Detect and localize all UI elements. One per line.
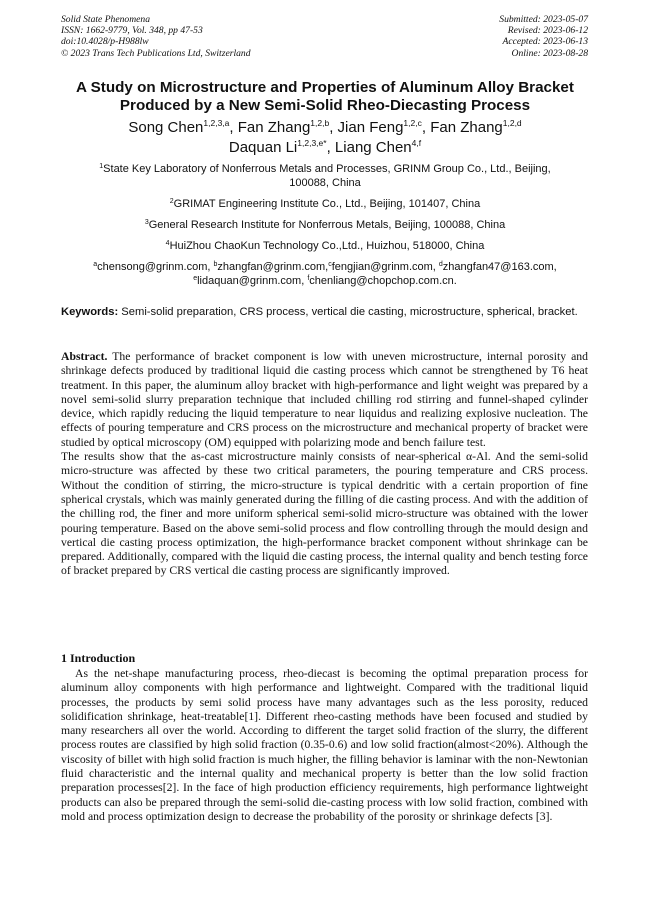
author-name: Jian Feng bbox=[337, 119, 404, 136]
affiliation-sup: 3 bbox=[144, 219, 149, 226]
keywords-text: Semi-solid preparation, CRS process, vertical die casting, microstructure, spherical, bracket. bbox=[118, 306, 578, 318]
abstract bbox=[61, 350, 588, 579]
affiliation-sup: 2 bbox=[169, 198, 174, 205]
journal-header bbox=[61, 14, 251, 59]
affiliation-text: State Key Laboratory of Nonferrous Metals and Processes, GRINM Group Co., Ltd., Beijing, 100088, China bbox=[103, 163, 551, 189]
affiliation-text: GRIMAT Engineering Institute Co., Ltd., Beijing, 101407, China bbox=[173, 198, 481, 210]
revised-date: Revised: 2023-06-12 bbox=[507, 25, 588, 37]
issn-line: ISSN: 1662-9779, Vol. 348, pp 47-53 bbox=[61, 25, 203, 37]
dates-header bbox=[499, 14, 588, 59]
author-name: Fan Zhang bbox=[430, 119, 503, 136]
email-address[interactable]: fengjian@grinm.com, bbox=[331, 261, 439, 273]
email-address[interactable]: chensong@grinm.com, bbox=[97, 261, 214, 273]
affiliation-text: HuiZhou ChaoKun Technology Co.,Ltd., Huizhou, 518000, China bbox=[169, 240, 485, 252]
affiliation-1 bbox=[40, 163, 610, 190]
affiliation-2 bbox=[40, 198, 610, 212]
email-address[interactable]: zhangfan47@163.com, bbox=[442, 261, 557, 273]
author-name: Song Chen bbox=[128, 119, 204, 136]
title-line-2: Produced by a New Semi-Solid Rheo-Diecasting Process bbox=[119, 96, 531, 114]
email-address[interactable]: lidaquan@grinm.com, bbox=[197, 274, 308, 287]
keywords bbox=[61, 306, 588, 320]
author-sup: 1,2,c bbox=[403, 118, 422, 128]
abstract-label: Abstract. bbox=[61, 350, 108, 363]
affiliation-text: General Research Institute for Nonferrous Metals, Beijing, 100088, China bbox=[148, 219, 506, 231]
affiliation-sup: 1 bbox=[99, 163, 104, 170]
author-sup: 1,2,d bbox=[502, 118, 522, 128]
author-name: Fan Zhang bbox=[237, 119, 311, 136]
journal-name: Solid State Phenomena bbox=[61, 14, 150, 25]
introduction-paragraph: As the net-shape manufacturing process, rheo-diecast is becoming the optimal preparation process for aluminum alloy components with high performance and lightweight. Compared with the traditional liquid processes, the products by semi solid process have many advantages such as the less porosity, reduced solidification shrinkage, heat-treatable[1]. Different rheo-casting methods have been focused and studied by many researchers all over the world. According to different the target solid fraction of the slurry, the different process routes are classified by high solid fraction (0.35-0.6) and low solid fraction(almost<20%). Although the viscosity of billet with high solid fraction is much higher, the filling behavior is laminar with the non-Newtonian fluid characteristic and the internal quality and mechanical property is better than the low solid fraction preparation processes[2]. In the face of high production efficiency requirements, high performance lightweight products can also be prepared through the semi-solid die-casting process with low solid fraction, combined with mold and process optimization design to decrease the probability of the porosity or shrinkage defects [3]. bbox=[61, 667, 588, 823]
author-sup: 1,2,3,e* bbox=[297, 137, 327, 148]
keywords-label: Keywords: bbox=[61, 306, 119, 318]
abstract-paragraph-1 bbox=[61, 350, 588, 450]
email-sup: d bbox=[438, 261, 443, 268]
section-heading: 1 Introduction bbox=[61, 651, 136, 665]
affiliation-4 bbox=[40, 240, 610, 254]
abstract-text: The performance of bracket component is low with uneven microstructure, internal porosity and shrinkage defects produced by traditional liquid die casting process which cannot be strengthened by T6 heat treatment. In this paper, the aluminum alloy bracket with high-performance and light weight was prepared by a novel semi-solid slurry preparation technique that included chilling rod stirring and funnel-shaped cylinder device, which rapidly reducing the liquid temperature to near liquidus and realizing explosive nucleation. The effects of pouring temperature and CRS process on the microstructure and mechanical property of bracket were studied by optical microscopy (OM) equipped with polarizing mode and bench failure test. bbox=[61, 350, 588, 449]
email-sup: b bbox=[213, 261, 218, 268]
email-sup: a bbox=[93, 261, 98, 268]
author-name: Liang Chen bbox=[334, 138, 412, 156]
email-sup: c bbox=[328, 261, 332, 268]
paper-title bbox=[40, 79, 610, 114]
submitted-date: Submitted: 2023-05-07 bbox=[499, 14, 588, 25]
copyright-line: © 2023 Trans Tech Publications Ltd, Switzerland bbox=[61, 47, 251, 59]
doi-line: doi:10.4028/p-H988lw bbox=[61, 36, 149, 48]
email-list bbox=[40, 261, 610, 288]
online-date: Online: 2023-08-28 bbox=[511, 47, 588, 59]
author-name: Daquan Li bbox=[228, 138, 298, 156]
affiliation-3 bbox=[40, 219, 610, 233]
email-sup: e bbox=[193, 274, 198, 282]
author-sup: 1,2,3,a bbox=[203, 118, 230, 128]
affiliation-sup: 4 bbox=[165, 240, 170, 247]
author-list: Song Chen$^{1,2,3,a}$, Fan Zhang$^{1,2,b}$, Jian Feng$^{1,2,c}$, Fan Zhang$^{1,2,d}$ Daquan $Li^{1,2,3,e*}$, Liang Chen$^{4,f}$ bbox=[128, 118, 522, 156]
title-line-1: A Study on Microstructure and Properties of Aluminum Alloy Bracket bbox=[76, 79, 574, 96]
email-address[interactable]: chenliang@chopchop.com.cn. bbox=[309, 274, 457, 287]
abstract-paragraph-2: The results show that the as-cast microstructure mainly consists of near-spherical α-Al. And the semi-solid micro-structure was affected by these two critical parameters, the pouring temperature and CRS process. Without the condition of stirring, the micro-structure is typical dendritic with a certain proportion of fine spherical crystals, which was mainly generated during the filling of die casting process. And with the addition of the chilling rod, the finer and more uniform spherical semi-solid micro-structure was obtained with the lower pouring temperature. Based on the above semi-solid process and flow controlling through the mould design and vertical die casting process optimization, the high-performance bracket component without shrinkage can be prepared. Additionally, compared with the liquid die casting process, the internal quality and bench testing force of bracket prepared by CRS vertical die casting process are significantly improved. bbox=[61, 450, 588, 578]
author-sup: 4,f bbox=[411, 137, 422, 148]
email-sup: f bbox=[307, 274, 310, 282]
author-sup: 1,2,b bbox=[310, 118, 330, 128]
accepted-date: Accepted: 2023-06-13 bbox=[502, 36, 588, 48]
email-address[interactable]: zhangfan@grinm.com, bbox=[217, 261, 329, 273]
